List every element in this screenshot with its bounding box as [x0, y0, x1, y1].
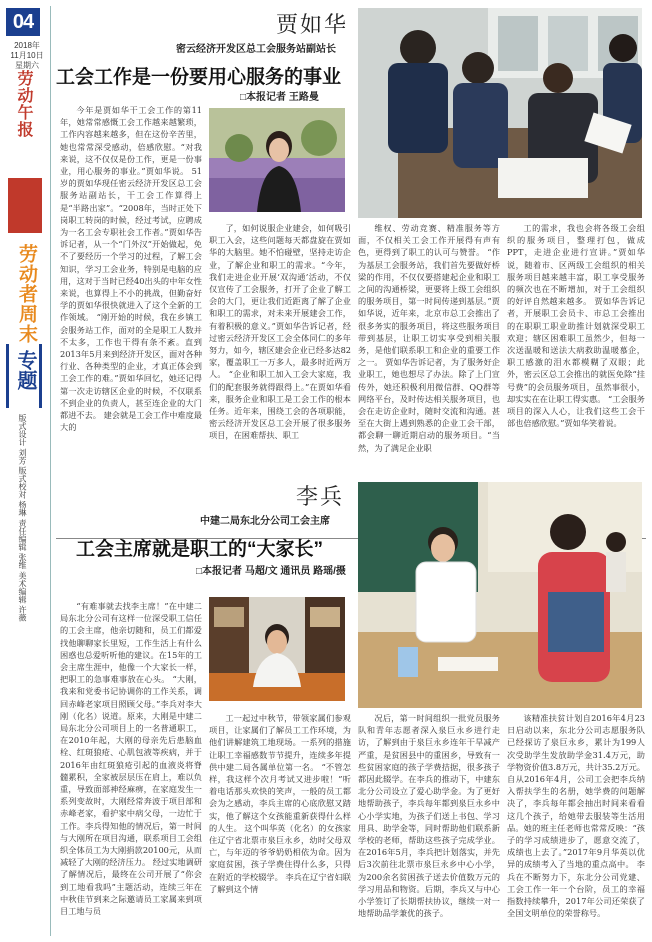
article1-headline: 工会工作是一份要用心服务的事业: [56, 67, 342, 88]
date-year: 2018年: [14, 41, 40, 50]
left-rail: [0, 0, 50, 942]
article1-person-name: 贾如华: [276, 13, 349, 38]
portrait-office: [209, 597, 345, 701]
date-month-day: 11月10日: [10, 51, 44, 60]
section-color-bar: [8, 178, 42, 233]
article1-column-4: 工的需求，我也会将各级工会组织的服务项目，整理打包，做成PPT，走进企业进行宣讲。”贾如华说，随着市、区两级工会组织的相关服务项目越来越丰富，职工享受服务的频次也在不断增加，对于工会组织的好评自然越来越多。 贾如华告诉记者，开展职工会员卡、市总工会推出的在职职工职业助推计划就深受职工欢迎；辖区困难职工虽然少，但每一次送温暖和送法大病救助温暖慕企，职工感激的泪水都模糊了双眼；此外，密云区总工会推出的就医免除“挂号费”的会员服务项目，虽然事很小，却实实在在让职工得实惠。 “工会服务项目的深入人心，让我们这些工会干部也倍感欣慰。”贾如华笑着说。: [507, 223, 645, 429]
classroom-scene-illustration: [358, 482, 642, 708]
article1-person-title: 密云经济开发区总工会服务站副站长: [176, 44, 336, 55]
article1-column-1: 今年是贾如华干工会工作的第11年，她常常感慨工会工作越来越繁琐，工作内容越来越多，但在这份辛苦里，她也常常深受感动，倍感欣慰。“对我来说，这不仅仅是份工作，更是一份事业，用心服务的事业。”贾如华说。 51岁的贾如华现任密云经济开发区总工会服务站副站长，干工会工作算得上是“半路出家”。“2008年，当时正处下岗职工转岗的时候，经过考试，应聘成为一名工会专职社会工作者。”贾如华告诉记者，从一个“门外汉”开始做起，免不了要经历一个学习的过程，了解工会知识，学习工会业务，特别是电脑的应用，这对于当时已经40出头的中年女性来说，也算得上不小的挑战，但勤奋好学的贾如华很快就进入了这个全新的工作领域。 “刚开始的时候，我在乡镇工会服务站工作，面对的全是职工人数并不太多，工作也干得有条不紊。直到2013年5月来到经济开发区，面对各种行业、各种类型的企业，才真正体会到工会工作的难。”贾如华回忆，她还记得第一次走访辖区企业的时候，不仅联系不到企业的负责人，甚至连企业的大门都进不去。 建会就是工会工作中难度最大的: [60, 105, 202, 433]
article2-column-4: 该精准扶贫计划自2016年4月23日启动以来，东北分公司志愿服务队已经探访了泉巨永乡，累计为199人次受助学生发放助学金31.4万元，助学物资价值3.8万元，共计35.2万元。 自从2016年4月，公司工会把李兵纳入帮扶学生的名册，她学费的问题解决了，李兵每年都会抽出时间来看看这几个孩子，给她带去服装等生活用品。她的班主任老师也常常反映：“孩子的学习成绩进步了，愿意交流了，成绩也上去了。”2017年9月华英以优异的成绩考入了当地的重点高中。 李兵在不断努力下，东北分公司党建、工会工作一年一个台阶，员工的幸福指数持续攀升，2017年公司还荣获了全国文明单位的荣誉称号。: [507, 713, 645, 919]
article2-headline: 工会主席就是职工的“大家长”: [76, 539, 324, 560]
article1-portrait-photo: [209, 108, 345, 212]
paper-logo: 劳动午报: [15, 70, 34, 138]
article2-portrait-photo: [209, 597, 345, 701]
article1-column-2: 了，如何说服企业建会，如何吸引职工入会，这些问题每天都盘旋在贾如华的大脑里。她不怕碰壁，坚持走访企业，了解企业和职工的需求。“今年，我们走进企业开展‘双沟通’活动，不仅仅宣传了工会服务，打开了企业了解工会的大门，更让我们近距离了解了企业和职工的需求，对未来开展建会工作，有着积极的意义。”贾如华告诉记者，经过密云经济开发区工会全体同仁的多年努力，如今，辖区建会企业已经多达82家，覆盖职工一万多人，最多时近两万人。 “企业和职工加入工会大家庭，我们的配套服务就得跟得上。”在贾如华看来，服务企业和职工是工会工作的根本任务。近年来，围绕工会的各项职能，密云经济开发区总工会开展了很多服务项目，在困难帮扶、职工: [209, 223, 351, 441]
rail-divider: [50, 6, 51, 936]
article2-column-2: 工一起过中秋节，带领家属们参观项目，让家属们了解员工工作环境，为他们讲解建筑工地现场。一系列的措施让职工幸福感数节节提升，连续多年提供中建二局各属单位第一名。 “不管怎样，我这样个次月考试又进步啦！”听着电话那头欢快的笑声，一般的员工都会为之感动，李兵主席的心底欣慰又踏实，他了解这个女孩能重新获得什么样的人生。 这个叫华英（化名）的女孩家住辽宁省北票市泉巨永乡，幼时父母双亡，与年迈的爷爷奶奶相依为命。因为家庭贫困，孩子学费住得什么多，只得在附近的学校辍学。 李兵在辽宁省妇联了解到这个情: [209, 713, 351, 894]
section-subtitle: 专题: [14, 350, 36, 390]
portrait-lavender-field: [209, 108, 345, 212]
article1-column-3: 维权、劳动竞赛、精准服务等方面，不仅相关工会工作开展得有声有色，更得到了职工的认可与赞誉。 “作为基层工会服务站，我们首先要做好桥梁的作用，不仅仅要搭建起企业和职工之间的沟通桥梁，更要将上级工会组织的服务项目，第一时间传递到基层。”贾如华说，近年来，北京市总工会推出了很多务实的服务项目，将这些服务项目带到基层，让职工切实享受到相关服务，是他们联系职工和企业的重要工作之一。 贾如华告诉记者，为了服务好企业职工，她也想尽了办法。除了上门宣传外，她还积极利用微信群、QQ群等网络平台，及时传达相关服务项目，也会在走访企业时，随时交流和沟通。甚至在大街上遇到熟悉的企业工会干部，都会聊一聊近期启动的服务项目。“当然，为了满足企业职: [358, 223, 500, 453]
weekday: 星期六: [15, 61, 39, 70]
article2-byline: □本报记者 马超/文 通讯员 路瑶/摄: [196, 566, 346, 577]
section-title: 劳动者周末: [16, 244, 37, 344]
article1-byline: □本报记者 王路曼: [240, 92, 319, 103]
editor-credits: 版式设计 刘芳 版式校对 杨琳 责任编辑 张维 美术编辑 许薇: [18, 414, 27, 622]
article2-column-3: 况后，第一时间组织一批党员服务队和青年志愿者深入泉巨永乡进行走访，了解到由于泉巨永乡连年干旱减产严重，是贫困县中的重困乡，导致有一些贫困家庭的孩子学费拮据，很多孩子都因此辍学。在李兵的推动下，中建东北分公司设立了爱心助学金。为了更好地帮助孩子，李兵每年都到泉巨永乡中心小学实地，为孩子们送上书包、学习用具、助学金等，同时帮助他们联系新学校的老师，帮助这些孩子完成学业。在2016年5月，李兵把计划落实，并先后3次前往北票市泉巨永乡中心小学，为200余名贫困孩子送去价值数万元的学习用品和物资。后期，李兵又与中心小学签订了长期帮扶协议，继续一对一地帮助品学兼优的孩子。: [358, 713, 500, 919]
article2-person-title: 中建二局东北分公司工会主席: [200, 516, 330, 527]
article1-main-photo: [358, 8, 642, 218]
office-scene-illustration: [358, 8, 642, 218]
article2-person-name: 李兵: [296, 485, 345, 510]
page-number: 04: [6, 8, 40, 36]
article2-main-photo: [358, 482, 642, 708]
article2-column-1: “有难事就去找李主席！”在中建二局东北分公司有这样一位深受职工信任的工会主席，他亲切随和，员工们都爱找他聊聊家长里短，工作生活上有什么困惑也总爱听听他的建议。在15年的工会主席生涯中，他像一个大家长一样，把职工的急事难事放在心头。 “大刚，我来和党委书记协调你的工作关系，调回赤峰老家项目照顾父母。”李兵对李大刚（化名）说道。原来，大刚是中建二局东北分公司项目上的一名普通职工，在2010年起，大刚的母亲先后患脑血栓、红斑狼疮、心肌包液等疾病，并于2016年由红斑狼疮引起的血液炎将脊髓累积，全家被层层压在肩上，难以负重，导致面部神经麻痹，在家庭发生一系列变故时，大刚经常奔波于项目部和赤峰老家，看护家中病父母，一边忙于工作。李兵得知他的情况后，第一时间与大刚所在项目沟通，联系项目工会组织全体员工为大刚捐款20100元，从而减轻了大刚的经济压力。 经过实地调研了解情况后，最终在公司开展了“你会到工地看我吗”主题活动，连续三年在中秋佳节到来之际邀请员工家属来到项目工地与员: [60, 601, 202, 917]
